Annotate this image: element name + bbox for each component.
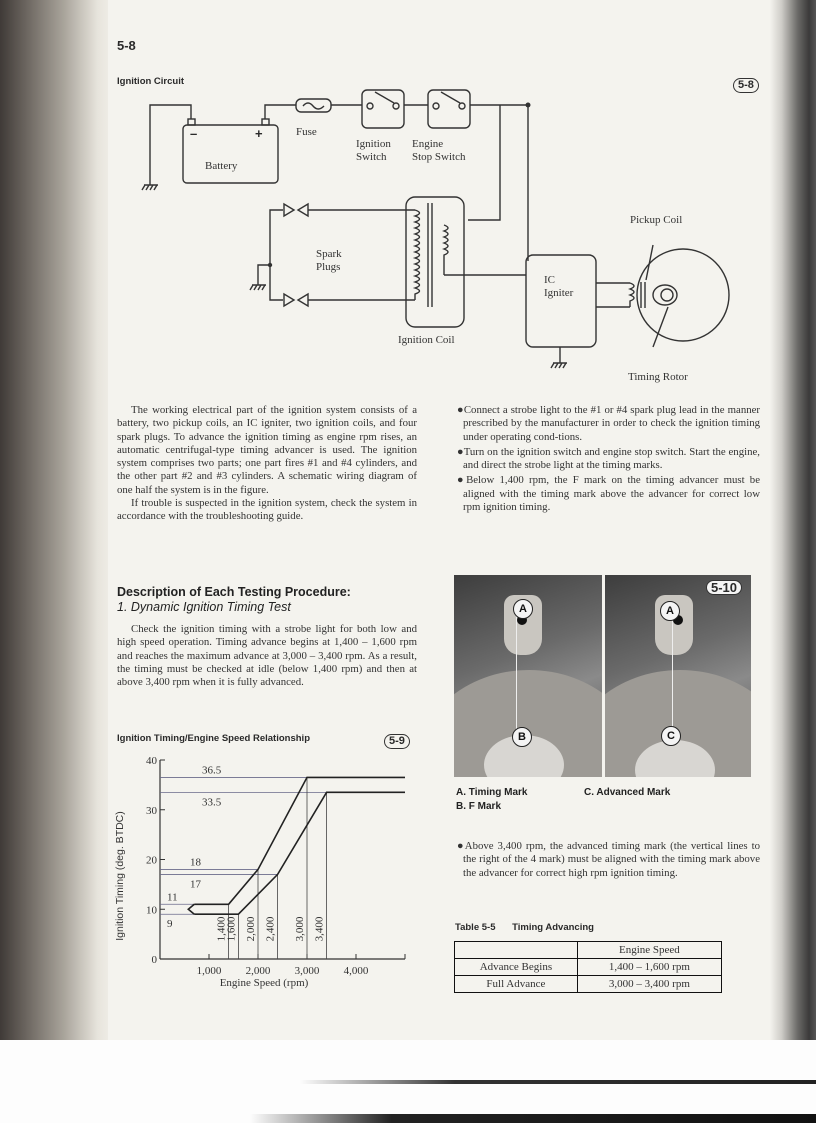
ignition-coil-label: Ignition Coil [398,334,455,346]
label-line: Igniter [544,287,574,299]
leader-line [516,603,517,743]
table-cell: 3,000 – 3,400 rpm [577,976,721,993]
intro-paragraph: The working electrical part of the ignition system consists of a battery, two pickup coils, an IC igniter, two ignition coils, and four spark plugs. To advance the ignition timing as engine rpm rises, an automatic centrifugal-type timing advancer is used. The ignition system comprises two parts; one part fires #1 and #4 cylinders, and the other part #2 and #3 cylinders. A schematic wiring diagram of one half the system is in the figure. [117,404,417,496]
v-reference-label: 2,000 [245,916,257,942]
v-reference-label: 2,400 [264,916,277,942]
h-reference-label: 18 [190,856,201,869]
table-label: Table 5-5 [455,922,496,933]
table-caption: Timing Advancing [512,922,594,933]
y-tick-label: 0 [151,954,157,966]
table-row [455,976,722,993]
label-line: Engine [412,138,444,150]
y-tick-label: 40 [146,755,157,767]
caption-c: C. Advanced Mark [584,787,671,798]
x-tick-label: 4,000 [343,965,369,977]
callout-a: A [660,601,680,621]
callout-c: C [661,726,681,746]
wire [150,105,191,185]
timing-rotor-label: Timing Rotor [628,371,688,383]
x-tick-label: 2,000 [245,965,271,977]
bullet-item: ●Above 3,400 rpm, the advanced timing mark (the vertical lines to the right of the 4 mark) must be aligned with the timing mark above the advancer for correct high rpm ignition timing. [457,840,760,879]
table-header-cell: Engine Speed [577,942,721,959]
table-cell: 1,400 – 1,600 rpm [577,959,721,976]
page-edge-line [250,1114,816,1123]
table-header-row [455,942,722,959]
pickup-coil-icon [630,283,634,307]
h-reference-label: 11 [167,891,178,904]
table-header-cell [455,942,578,959]
series-line-lower [194,792,405,914]
y-tick-label: 30 [146,804,157,817]
label-line: Ignition [356,138,391,150]
h-reference-label: 17 [190,878,201,891]
battery-label: Battery [205,160,238,172]
timing-advancing-table [454,941,722,993]
intro-paragraph: If trouble is suspected in the ignition system, check the system in accordance with the troubleshooting guide. [117,497,417,523]
table-cell: Advance Begins [455,959,578,976]
v-reference-label: 3,000 [294,916,306,942]
bottom-bullet [457,840,760,882]
table-cell: Full Advance [455,976,578,993]
series-line-upper [194,777,405,904]
x-tick-label: 3,000 [294,965,320,977]
procedure-bullets [457,404,760,516]
callout-a: A [513,599,533,619]
procedure-paragraph: Check the ignition timing with a strobe light for both low and high speed operation. Timing advance begins at 1,400 – 1,600 rpm and reaches the maximum advance at 3,000 – 3,400 rpm. As a result, the timing must be checked at idle (below 1,400 rpm) and then at above 3,400 rpm when it is fully advanced. [117,623,417,689]
table-title [455,922,594,933]
procedure-heading: Description of Each Testing Procedure: [117,585,351,599]
ground-icon [142,185,158,190]
y-axis-label: Ignition Timing (deg. BTDC) [114,811,126,941]
timing-chart [130,752,415,982]
v-reference-label: 3,400 [313,916,326,942]
h-reference-label: 33.5 [202,796,222,809]
bullet-item: ●Turn on the ignition switch and engine stop switch. Start the engine, and direct the strobe light at the timing marks. [457,445,760,472]
caption-b: B. F Mark [456,801,502,812]
timing-rotor-disc [637,249,729,341]
page-edge-line [300,1080,816,1084]
chart-figure-ref: 5-9 [384,734,410,749]
figure-ref-badge: 5-8 [733,78,759,93]
table-row [455,959,722,976]
label-line: IC [544,274,555,286]
battery-plus-label: + [255,126,263,141]
spark-plugs-label [316,248,342,274]
photo-figure-ref: 5-10 [706,580,742,595]
callout-b: B [512,727,532,747]
ground-icon [551,363,567,368]
battery-minus-label: – [190,126,198,141]
procedure-subheading: 1. Dynamic Ignition Timing Test [117,600,291,614]
leader-line [672,603,673,743]
book-gutter-shadow [0,0,115,1040]
pickup-coil-label: Pickup Coil [630,214,683,226]
section-title: Ignition Circuit [117,76,185,87]
ic-igniter-icon [526,255,596,347]
battery-icon [183,125,278,183]
engine-stop-switch-label [412,138,465,164]
y-tick-label: 20 [146,854,157,867]
v-reference-label: 1,600 [225,916,238,942]
v-reference-label: 1,400 [215,916,228,942]
caption-a: A. Timing Mark [456,787,528,798]
y-tick-label: 10 [146,904,157,917]
fuse-icon [296,99,331,112]
label-line: Spark [316,248,342,260]
ignition-switch-label [356,138,391,164]
ground-icon [250,285,266,290]
page-edge-shadow [770,0,816,1043]
h-reference-label: 9 [167,918,173,931]
fuse-label: Fuse [296,126,317,138]
page-number: 5-8 [117,38,136,53]
x-tick-label: 1,000 [196,965,222,977]
intro-text [117,404,417,524]
label-line: Switch [356,151,387,163]
bullet-item: ●Connect a strobe light to the #1 or #4 spark plug lead in the manner prescribed by the manufacturer in order to check the ignition timing under operating cond-tions. [457,404,760,443]
bullet-item: ●Below 1,400 rpm, the F mark on the timing advancer must be aligned with the timing mark above the advancer for correct low rpm ignition timing. [457,474,760,514]
series-bracket [188,904,194,914]
x-axis-label: Engine Speed (rpm) [219,977,309,989]
label-line: Stop Switch [412,151,466,163]
chart-title: Ignition Timing/Engine Speed Relationship [117,733,310,744]
ic-igniter-label [544,274,573,300]
procedure-text [117,623,417,689]
timing-rotor-icon [661,289,673,301]
label-line: Plugs [316,261,341,273]
h-reference-label: 36.5 [202,764,222,777]
